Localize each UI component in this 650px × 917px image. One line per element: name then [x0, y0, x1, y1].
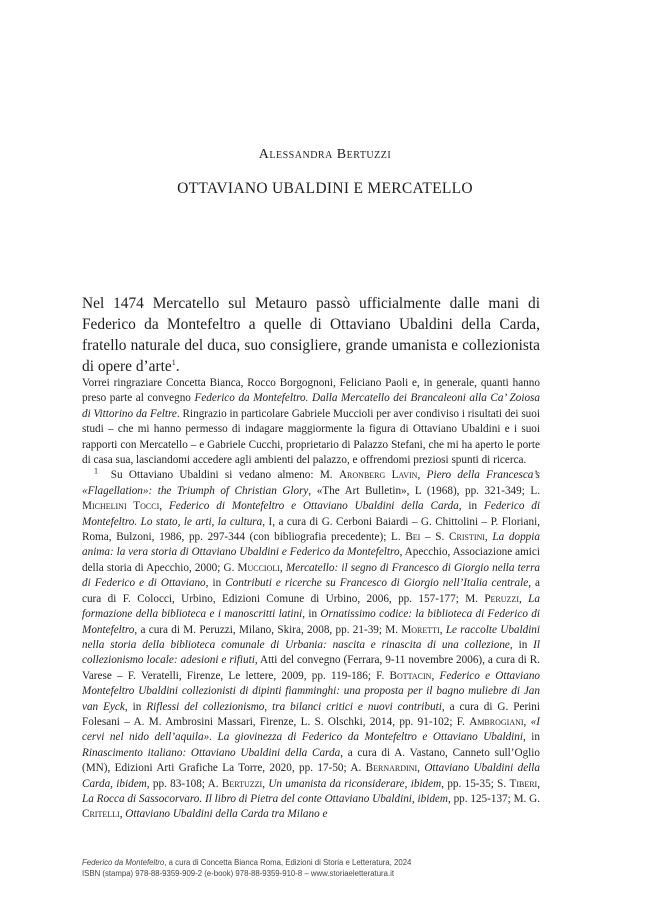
ack-conference-title: Federico da Montefeltro. Dalla Mercatello dei Brancaleoni alla Ca’ Zoiosa di Vittorino da Feltre [82, 392, 540, 420]
fn-text: , a cura di M. Peruzzi, Milano, Skira, 2008, pp. 21-39; M. [134, 623, 402, 636]
fn-author: Tiberi [509, 777, 538, 790]
footnote-reference[interactable]: 1 [171, 357, 176, 367]
acknowledgement-note [82, 376, 540, 468]
intro-paragraph [82, 293, 540, 377]
fn-work-title: Il collezionismo locale: adesioni e rifiuti [82, 638, 541, 667]
fn-work-title: Le raccolte Ubaldini nella storia della biblioteca comunale di Urbania: nascita e rinascita di una collezione [82, 623, 541, 651]
fn-work-title: Rinascimento italiano: Ottaviano Ubaldini della Carda [82, 746, 341, 759]
fn-author: Bertuzzi [221, 777, 263, 790]
footer-citation [82, 857, 552, 868]
footnote-number: 1 [94, 466, 98, 476]
fn-text: , in [458, 500, 485, 513]
fn-text: Su Ottaviano Ubaldini si vedano almeno: M. [110, 469, 339, 482]
fn-work-title: La formazione della biblioteca e i manoscritti latini [82, 592, 540, 621]
fn-text: , in [124, 700, 147, 713]
fn-text: , Apecchio, Associazione amici della storia di Apecchio, 2000; G. [82, 546, 540, 574]
chapter-title: OTTAVIANO UBALDINI E MERCATELLO [177, 180, 473, 197]
ack-text-1: Vorrei ringraziare Concetta Bianca, Rocco Borgognoni, Feliciano Paoli e, in generale, quanti hanno preso parte al convegno [82, 377, 540, 405]
fn-text: , pp. 15-35; S. [441, 777, 510, 790]
fn-text: , [417, 762, 425, 775]
intro-text: Nel 1474 Mercatello sul Metauro passò ufficialmente dalle mani di Federico da Montefeltro a quelle di Ottaviano Ubaldini della Carda, fratello naturale del duca, suo consigliere, grande umanista e collezionista di opere d’arte [82, 295, 540, 375]
fn-author: Michelini Tocci [82, 500, 160, 513]
fn-work-title: Ottaviano Ubaldini della Carda, ibidem [82, 762, 540, 790]
ack-text-2: . Ringrazio in particolare Gabriele Muccioli per aver condiviso i risultati dei suoi studi – che mi hanno permesso di indagare maggiormente la figura di Ottaviano Ubaldini e i suoi rapporti con Mercatello – e Gabriele Cucchi, proprietario di Palazzo Stefani, che mi ha aperto le porte di casa sua, lasciandomi accedere agli ambienti del palazzo, e offrendomi preziosi spunti di ricerca. [82, 407, 540, 467]
fn-author: Aronberg Lavin [338, 469, 418, 482]
fn-work-title: La doppia anima: la vera storia di Ottaviano Ubaldini e Federico da Montefeltro [82, 531, 540, 559]
fn-author: Ambrogiani [469, 715, 524, 728]
fn-text: , [262, 777, 269, 790]
fn-author: Muccioli [237, 561, 280, 574]
page-footer [82, 857, 552, 879]
fn-text: , [431, 669, 440, 682]
fn-work-title: Federico di Montefeltro e Ottaviano Ubaldini della Carda [168, 500, 459, 513]
fn-text: , [279, 561, 286, 574]
fn-work-title: Federico di Montefeltro. Lo stato, le arti, la cultura [82, 500, 541, 528]
fn-text: , a cura di A. Vastano, Canneto sull’Oglio (MN), Edizioni Arti Grafiche La Torre, 2020, pp. 17-50; A. [82, 746, 540, 775]
footer-isbn: ISBN (stampa) 978-88-9359-909-2 (e-book) 978-88-9359-910-8 – www.storiaeletteratura.it [82, 869, 395, 878]
fn-text: , [417, 469, 427, 482]
fn-work-title: Contributi e ricerche su Francesco di Giorgio nell’Italia centrale [225, 577, 529, 590]
fn-work-title: Piero della Francesca’s «Flagellation»: the Triumph of Christian Glory [82, 469, 541, 497]
notes-section [82, 376, 540, 823]
fn-text: , «The Art Bulletin», L (1968), pp. 321-349; L. [308, 484, 540, 497]
chapter-author: Alessandra Bertuzzi [258, 147, 392, 162]
fn-text: , [537, 777, 541, 790]
fn-text: , [439, 623, 446, 636]
fn-author: Bei [405, 531, 421, 544]
fn-work-title: Riflessi del collezionismo, tra bilanci critici e nuovi contributi [146, 700, 442, 713]
fn-text: , I, a cura di G. Cerboni Baiardi – G. Chittolini – P. Floriani, Roma, Bulzoni, 1986, pp. 297-344 (con bibliografia precedente); L. [82, 515, 541, 544]
fn-text: , [484, 531, 493, 544]
fn-author: Bottacin [389, 669, 432, 682]
fn-text: – S. [420, 531, 450, 544]
fn-author: Peruzzi [484, 592, 519, 605]
intro-end: . [175, 358, 180, 375]
fn-text: , Atti del convegno (Ferrara, 9-11 novembre 2006), a cura di R. Varese – F. Veratelli, Firenze, Le lettere, 2009, pp. 119-186; F. [82, 654, 540, 682]
footer-citation-rest: , a cura di Concetta Bianca Roma, Edizioni di Storia e Letteratura, 2024 [164, 858, 412, 867]
fn-author: Cristini [449, 531, 485, 544]
fn-work-title: Mercatello: il segno di Francesco di Giorgio nella terra di Federico e di Ottaviano [82, 561, 541, 590]
fn-text: , a cura di F. Colocci, Urbino, Edizioni Comune di Urbino, 2006, pp. 157-177; M. [82, 577, 541, 605]
fn-work-title: Ornatissimo codice: la biblioteca di Federico di Montefeltro [82, 608, 540, 636]
fn-text: , in [205, 577, 226, 590]
fn-work-title: Ottaviano Ubaldini della Carda tra Milano e [125, 808, 328, 821]
fn-text: , [159, 500, 169, 513]
fn-text: , pp. 83-108; A. [146, 777, 222, 790]
fn-text: , in [509, 638, 534, 651]
fn-text: , in [302, 608, 321, 621]
fn-text: , pp. 125-137; M. G. [447, 792, 540, 805]
footnote-1 [82, 468, 540, 822]
fn-author: Bernardini [365, 762, 418, 775]
footer-book-title: Federico da Montefeltro [82, 858, 165, 867]
fn-author: Critelli [82, 808, 120, 821]
fn-text: , [119, 808, 126, 821]
fn-work-title: Un umanista da riconsiderare, ibidem [268, 777, 442, 790]
fn-text: , [523, 715, 531, 728]
fn-work-title: La Rocca di Sassocorvaro. Il libro di Pietra del conte Ottaviano Ubaldini, ibidem [82, 792, 448, 805]
fn-text: , in [522, 731, 540, 744]
fn-text: , [519, 592, 529, 605]
fn-text: , a cura di G. Perini Folesani – A. M. Ambrosini Massari, Firenze, L. S. Olschki, 2014, pp. 91-102; F. [82, 700, 540, 728]
fn-work-title: Federico e Ottaviano Montefeltro Ubaldini collezionisti di dipinti fiamminghi: una proposta per il bagno muliebre di Jan van Eyck [82, 669, 541, 713]
fn-work-title: «I cervi nel nido dell’aquila». La giovinezza di Federico da Montefeltro e Ottaviano Ubaldini [82, 715, 540, 744]
fn-author: Moretti [401, 623, 440, 636]
